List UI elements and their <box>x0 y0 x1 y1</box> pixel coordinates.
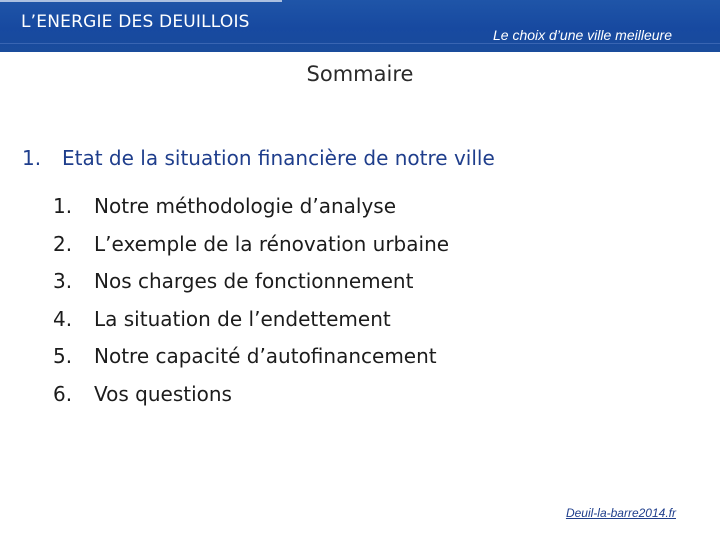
site-link[interactable]: Deuil-la-barre2014.fr <box>565 506 676 520</box>
agenda-item-number: 3. <box>53 269 73 293</box>
banner-divider <box>0 43 720 44</box>
agenda-item-label: La situation de l’endettement <box>94 306 391 331</box>
agenda-list <box>53 188 449 413</box>
agenda-item-number: 6. <box>53 381 73 406</box>
agenda-item <box>53 188 449 226</box>
header-banner <box>0 0 720 52</box>
org-name: L’ENERGIE DES DEUILLOIS <box>21 12 250 32</box>
agenda-item-label: Vos questions <box>94 381 232 406</box>
agenda-item <box>53 338 449 376</box>
agenda-item-number: 2. <box>53 231 73 256</box>
agenda-item-label: L’exemple de la rénovation urbaine <box>94 231 450 256</box>
page-title: Sommaire <box>306 62 414 86</box>
slogan: Le choix d’une ville meilleure <box>493 27 672 43</box>
agenda-item-label: Notre capacité d’autofinancement <box>94 344 437 368</box>
agenda-item-number: 5. <box>53 344 73 368</box>
agenda-item <box>53 376 449 414</box>
agenda-item-label: Nos charges de fonctionnement <box>94 269 414 293</box>
agenda-item-number: 4. <box>53 306 73 331</box>
agenda-item <box>53 226 449 264</box>
section-heading <box>22 146 495 170</box>
agenda-item <box>53 263 449 301</box>
agenda-item <box>53 301 449 339</box>
section-label: Etat de la situation financière de notre ville <box>62 146 495 170</box>
banner-top-rule <box>0 0 282 2</box>
section-number: 1. <box>22 146 42 170</box>
agenda-item-number: 1. <box>53 194 73 218</box>
agenda-item-label: Notre méthodologie d’analyse <box>94 194 397 218</box>
